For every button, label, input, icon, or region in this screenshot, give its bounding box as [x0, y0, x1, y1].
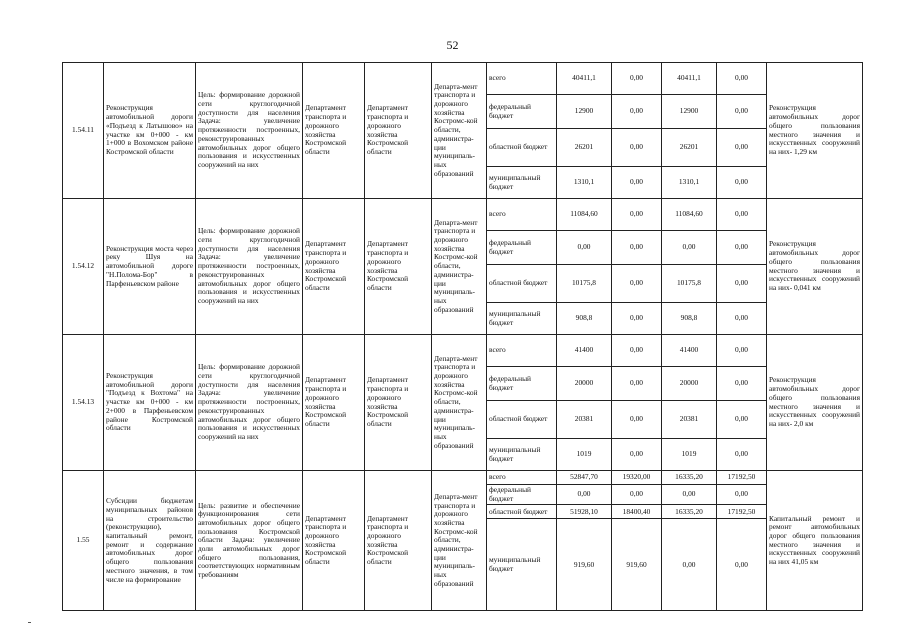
amount-total: 41400: [557, 335, 612, 367]
amount-year-3: 0,00: [717, 199, 767, 231]
amount-year-3: 0,00: [717, 63, 767, 95]
amount-year-2: 16335,20: [662, 505, 717, 519]
amount-year-1: 19320,00: [612, 471, 662, 485]
amount-year-2: 20000: [662, 367, 717, 401]
amount-year-1: 0,00: [612, 63, 662, 95]
funding-source: всего: [487, 471, 557, 485]
responsible-executor: Департамент транспорта и дорожного хозяйства Костромской области: [303, 471, 365, 611]
program-row: [63, 471, 863, 485]
funding-source: областной бюджет: [487, 129, 557, 167]
funding-source: федеральный бюджет: [487, 485, 557, 505]
row-number: 1.54.13: [63, 335, 104, 471]
responsible-executor: Департамент транспорта и дорожного хозяйства Костромской области: [303, 199, 365, 335]
amount-year-3: 17192,50: [717, 471, 767, 485]
amount-total: 908,8: [557, 303, 612, 335]
amount-year-2: 0,00: [662, 485, 717, 505]
amount-year-1: 0,00: [612, 265, 662, 303]
amount-year-2: 0,00: [662, 231, 717, 265]
amount-total: 1019: [557, 439, 612, 471]
amount-total: 26201: [557, 129, 612, 167]
amount-total: 1310,1: [557, 167, 612, 199]
funding-source: областной бюджет: [487, 505, 557, 519]
measure-name: Субсидии бюджетам муниципальных районов на строительство (реконструкцию), капитальный ремонт, ремонт и содержание автомобильных дорог общего пользования местного значения, в том числе на формирование: [104, 471, 196, 611]
amount-year-3: 0,00: [717, 231, 767, 265]
amount-year-3: 0,00: [717, 401, 767, 439]
amount-year-1: 0,00: [612, 485, 662, 505]
goal-task: Цель: формирование дорожной сети круглогодичной доступности для населения Задача: увеличение протяженности построенных, реконструированных автомобильных дорог общего пользования и искусственных сооружений на них: [196, 335, 303, 471]
funding-source: муниципальный бюджет: [487, 519, 557, 611]
amount-total: 0,00: [557, 485, 612, 505]
amount-year-1: 18400,40: [612, 505, 662, 519]
amount-year-3: 17192,50: [717, 505, 767, 519]
amount-year-2: 16335,20: [662, 471, 717, 485]
amount-year-3: 0,00: [717, 367, 767, 401]
row-number: 1.54.11: [63, 63, 104, 199]
amount-year-1: 0,00: [612, 231, 662, 265]
amount-year-2: 10175,8: [662, 265, 717, 303]
program-row: [63, 199, 863, 231]
expected-result: Реконструкция автомобильных дорог общего пользования местного значения и искусственных сооружений на них- 2,0 км: [767, 335, 863, 471]
funding-source: муниципальный бюджет: [487, 167, 557, 199]
amount-year-1: 0,00: [612, 439, 662, 471]
co-executor: Департамент транспорта и дорожного хозяйства Костромской области: [365, 63, 432, 199]
amount-year-1: 0,00: [612, 95, 662, 129]
amount-total: 20000: [557, 367, 612, 401]
goal-task: Цель: формирование дорожной сети круглогодичной доступности для населения Задача: увеличение протяженности построенных, реконструированных автомобильных дорог общего пользования и искусственных сооружений на них: [196, 199, 303, 335]
funding-source: федеральный бюджет: [487, 231, 557, 265]
funding-source: муниципальный бюджет: [487, 439, 557, 471]
measure-name: Реконструкция моста через реку Шуя на автомобильной дороге "Н.Полома-Бор" в Парфеньевском районе: [104, 199, 196, 335]
amount-total: 11084,60: [557, 199, 612, 231]
page-number: 52: [446, 38, 459, 52]
funding-source: областной бюджет: [487, 265, 557, 303]
amount-year-2: 0,00: [662, 519, 717, 611]
scan-mark: [28, 622, 31, 623]
amount-year-2: 26201: [662, 129, 717, 167]
program-row: [63, 63, 863, 95]
participant: Департа-мент транспорта и дорожного хозяйства Костромс-кой области, администра-ции муниципаль-ных образований: [432, 199, 487, 335]
expected-result: Капитальный ремонт и ремонт автомобильных дорог общего пользования местного значения и искусственных сооружений на них 41,05 км: [767, 471, 863, 611]
amount-year-3: 0,00: [717, 129, 767, 167]
goal-task: Цель: развитие и обеспечение функционирования сети автомобильных дорог общего пользования Костромской области Задача: увеличение доли автомобильных дорог общего пользования, соответствующих нормативным требованиям: [196, 471, 303, 611]
co-executor: Департамент транспорта и дорожного хозяйства Костромской области: [365, 199, 432, 335]
amount-year-2: 11084,60: [662, 199, 717, 231]
responsible-executor: Департамент транспорта и дорожного хозяйства Костромской области: [303, 63, 365, 199]
expected-result: Реконструкция автомобильных дорог общего пользования местного значения и искусственных сооружений на них- 0,041 км: [767, 199, 863, 335]
funding-source: всего: [487, 335, 557, 367]
amount-year-2: 1310,1: [662, 167, 717, 199]
amount-year-1: 919,60: [612, 519, 662, 611]
row-number: 1.55: [63, 471, 104, 611]
funding-source: всего: [487, 199, 557, 231]
amount-year-2: 20381: [662, 401, 717, 439]
amount-year-2: 12900: [662, 95, 717, 129]
co-executor: Департамент транспорта и дорожного хозяйства Костромской области: [365, 335, 432, 471]
goal-task: Цель: формирование дорожной сети круглогодичной доступности для населения Задача: увеличение протяженности построенных, реконструированных автомобильных дорог общего пользования и искусственных сооружений на них: [196, 63, 303, 199]
amount-year-2: 40411,1: [662, 63, 717, 95]
co-executor: Департамент транспорта и дорожного хозяйства Костромской области: [365, 471, 432, 611]
funding-source: всего: [487, 63, 557, 95]
amount-year-3: 0,00: [717, 519, 767, 611]
amount-year-2: 908,8: [662, 303, 717, 335]
participant: Департа-мент транспорта и дорожного хозяйства Костромс-кой области, администра-ции муниципаль-ных образований: [432, 335, 487, 471]
row-number: 1.54.12: [63, 199, 104, 335]
funding-source: муниципальный бюджет: [487, 303, 557, 335]
amount-year-1: 0,00: [612, 401, 662, 439]
amount-year-3: 0,00: [717, 265, 767, 303]
expected-result: Реконструкция автомобильных дорог общего пользования местного значения и искусственных сооружений на них- 1,29 км: [767, 63, 863, 199]
amount-year-3: 0,00: [717, 439, 767, 471]
amount-year-3: 0,00: [717, 303, 767, 335]
amount-total: 40411,1: [557, 63, 612, 95]
amount-year-1: 0,00: [612, 199, 662, 231]
amount-year-3: 0,00: [717, 95, 767, 129]
amount-year-1: 0,00: [612, 129, 662, 167]
program-row: [63, 335, 863, 367]
amount-year-2: 1019: [662, 439, 717, 471]
amount-total: 10175,8: [557, 265, 612, 303]
amount-year-1: 0,00: [612, 303, 662, 335]
program-table: [62, 62, 863, 611]
amount-year-1: 0,00: [612, 167, 662, 199]
amount-total: 20381: [557, 401, 612, 439]
amount-total: 0,00: [557, 231, 612, 265]
participant: Департа-мент транспорта и дорожного хозяйства Костромс-кой области, администра-ции муниципаль-ных образований: [432, 63, 487, 199]
amount-year-2: 41400: [662, 335, 717, 367]
amount-total: 52847,70: [557, 471, 612, 485]
responsible-executor: Департамент транспорта и дорожного хозяйства Костромской области: [303, 335, 365, 471]
funding-source: федеральный бюджет: [487, 367, 557, 401]
funding-source: областной бюджет: [487, 401, 557, 439]
amount-year-1: 0,00: [612, 367, 662, 401]
amount-total: 51928,10: [557, 505, 612, 519]
measure-name: Реконструкция автомобильной дороги «Подъезд к Латышово» на участке км 0+000 - км 1+000 в Вохомском районе Костромской области: [104, 63, 196, 199]
measure-name: Реконструкция автомобильной дороги "Подъезд к Вохтома" на участке км 0+000 - км 2+000 в Парфеньевском районе Костромской области: [104, 335, 196, 471]
amount-total: 12900: [557, 95, 612, 129]
amount-total: 919,60: [557, 519, 612, 611]
amount-year-3: 0,00: [717, 335, 767, 367]
amount-year-3: 0,00: [717, 485, 767, 505]
participant: Департа-мент транспорта и дорожного хозяйства Костромс-кой области, администра-ции муниципаль-ных образований: [432, 471, 487, 611]
funding-source: федеральный бюджет: [487, 95, 557, 129]
amount-year-3: 0,00: [717, 167, 767, 199]
amount-year-1: 0,00: [612, 335, 662, 367]
